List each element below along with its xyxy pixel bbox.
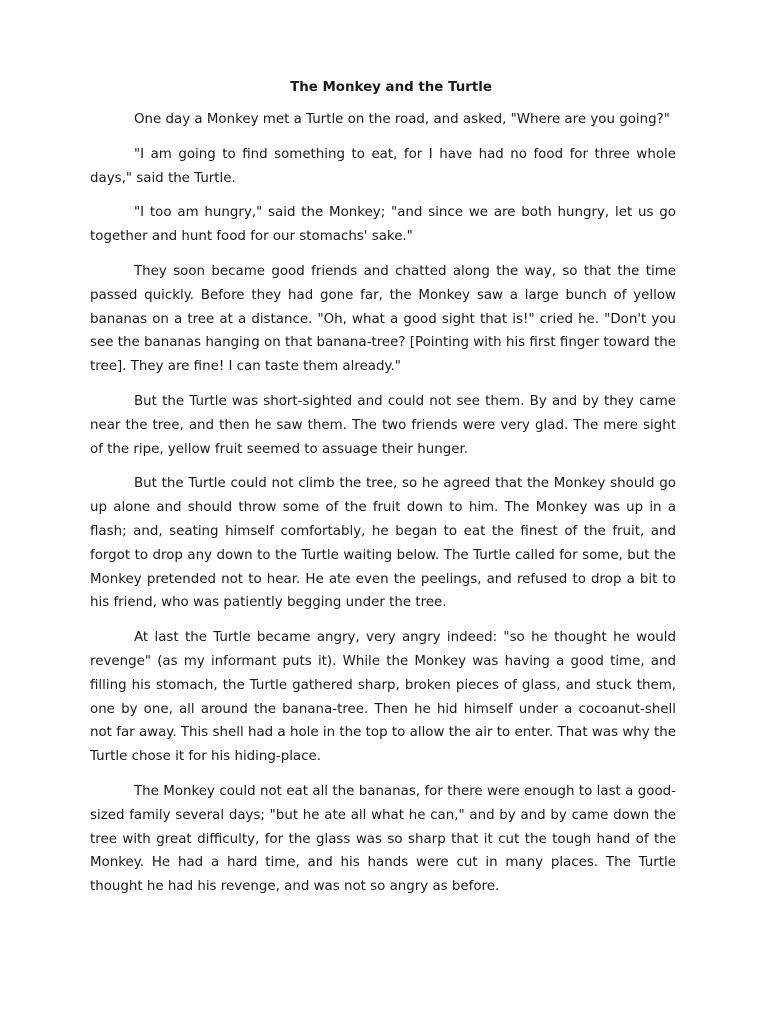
- paragraph: The Monkey could not eat all the bananas, for there were enough to last a good-sized family several days; "but he ate all what he can," and by and by came down the tree with great difficulty, for the glass was so sharp that it cut the tough hand of the Monkey. He had a hard time, and his hands were cut in many places. The Turtle thought he had his revenge, and was not so angry as before.: [90, 783, 676, 895]
- document-body: [90, 78, 676, 899]
- paragraph: They soon became good friends and chatted along the way, so that the time passed quickly. Before they had gone far, the Monkey saw a large bunch of yellow bananas on a tree at a distance. "Oh, what a good sight that is!" cried he. "Don't you see the bananas hanging on that banana-tree? [Pointing with his first finger toward the tree]. They are fine! I can taste them already.": [90, 263, 676, 375]
- paragraph: One day a Monkey met a Turtle on the road, and asked, "Where are you going?": [134, 112, 670, 127]
- paragraph: "I too am hungry," said the Monkey; "and since we are both hungry, let us go together and hunt food for our stomachs' sake.": [90, 205, 676, 245]
- paragraph: At last the Turtle became angry, very angry indeed: "so he thought he would revenge" (as my informant puts it). While the Monkey was having a good time, and filling his stomach, the Turtle gathered sharp, broken pieces of glass, and stuck them, one by one, all around the banana-tree. Then he hid himself under a cocoanut-shell not far away. This shell had a hole in the top to allow the air to enter. That was why the Turtle chose it for his hiding-place.: [90, 630, 676, 765]
- paragraph: But the Turtle was short-sighted and could not see them. By and by they came near the tree, and then he saw them. The two friends were very glad. The mere sight of the ripe, yellow fruit seemed to assuage their hunger.: [90, 393, 676, 457]
- paragraph: "I am going to find something to eat, for I have had no food for three whole days," said the Turtle.: [90, 146, 676, 186]
- document-title: The Monkey and the Turtle: [290, 80, 492, 95]
- paragraph: But the Turtle could not climb the tree, so he agreed that the Monkey should go up alone and should throw some of the fruit down to him. The Monkey was up in a flash; and, seating himself comfortably, he began to eat the finest of the fruit, and forgot to drop any down to the Turtle waiting below. The Turtle called for some, but the Monkey pretended not to hear. He ate even the peelings, and refused to drop a bit to his friend, who was patiently begging under the tree.: [90, 476, 676, 611]
